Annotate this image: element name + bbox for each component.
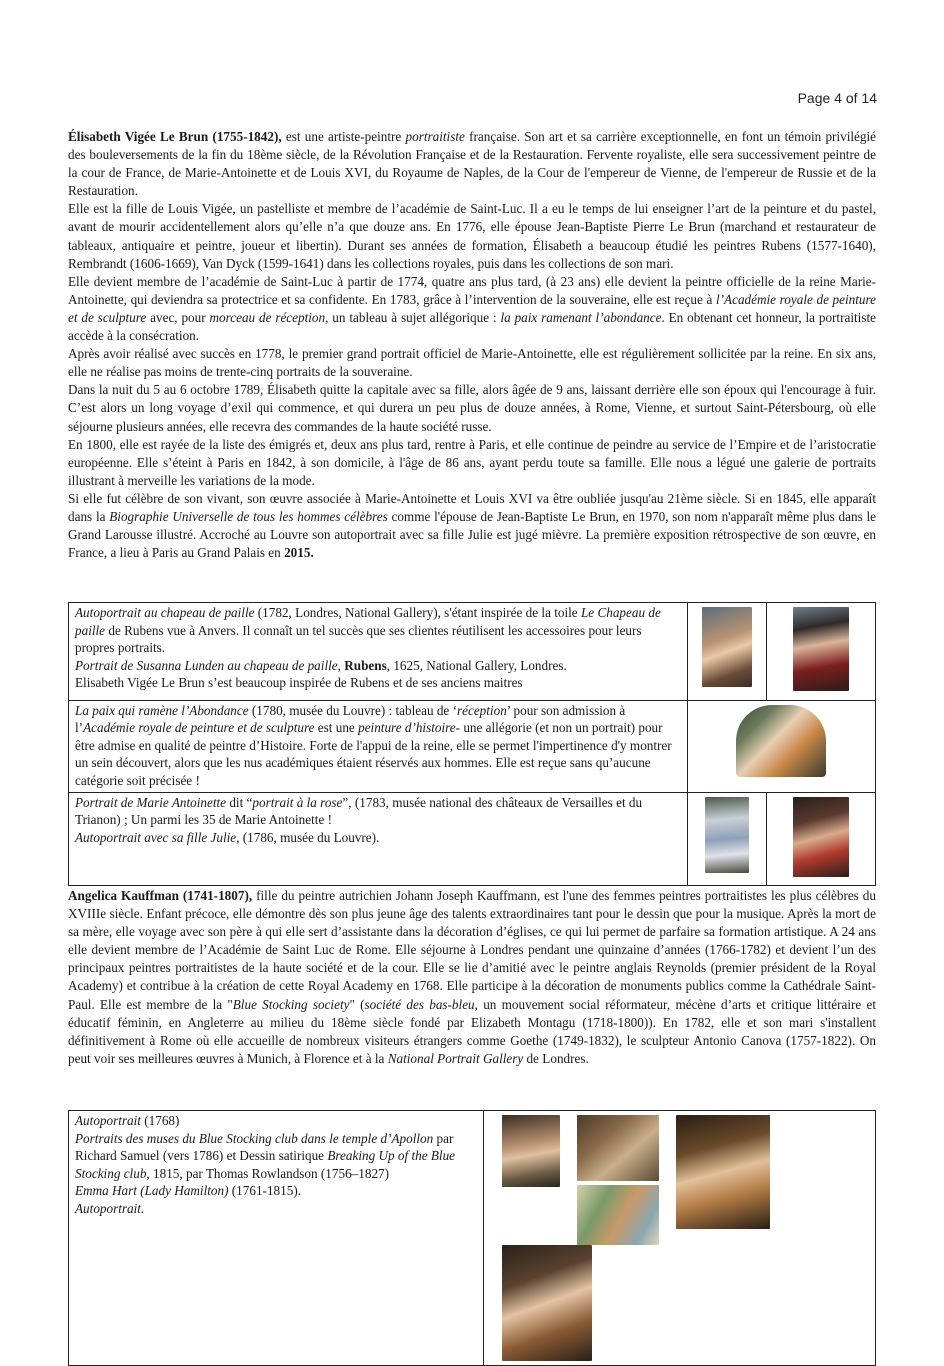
work-description: La paix qui ramène l’Abondance (1780, musée du Louvre) : tableau de ‘réception’ pour son admission à l’Académie royale de peinture et de sculpture est une peinture d’histoire- une allégorie (et non un portrait) pour être admise en qualité de peintre d’Histoire. Forte de l'appui de la reine, elle se permet l'impertinence d'y montrer un sein découvert, alors que les nus académiques étaient réservés aux hommes. Elle est reçue sans qu’aucune catégorie soit précisée ! [69, 700, 688, 792]
emma-hart-image [676, 1115, 770, 1229]
work-description: Portrait de Marie Antoinette dit “portrait à la rose”, (1783, musée national des châteaux de Versailles et du Trianon) ; Un parmi les 35 de Marie Antoinette ! Autoportrait avec sa fille Julie, (1786, musée du Louvre). [69, 792, 688, 886]
self-portrait-with-julie-image [793, 797, 849, 877]
page-number: Page 4 of 14 [797, 90, 877, 106]
work-description: Autoportrait au chapeau de paille (1782, Londres, National Gallery), s'étant inspirée de la toile Le Chapeau de paille de Rubens vue à Anvers. Il connaît un tel succès que ses clientes réutilisent les accessoires pour leurs propres portraits. Portrait de Susanna Lunden au chapeau de paille, Rubens, 1625, National Gallery, Londres. Elisabeth Vigée Le Brun s’est beaucoup inspirée de Rubens et de ses anciens maitres [69, 603, 688, 701]
artist-name: Élisabeth Vigée Le Brun (1755-1842), [68, 129, 282, 144]
straw-hat-self-portrait-image [702, 607, 752, 687]
breaking-up-blue-stocking-image [577, 1185, 659, 1245]
painting-thumbnails [483, 1111, 875, 1366]
susanna-lunden-image [793, 607, 849, 691]
paragraph: Dans la nuit du 5 au 6 octobre 1789, Élisabeth quitte la capitale avec sa fille, alors âgée de 9 ans, laissant derrière elle son époux qui l'encourage à fuir. C’est alors un long voyage d’exil qui commence, et qui durera un peu plus de douze années, à Rome, Vienne, et surtout Saint-Pétersbourg, où elle séjourne plusieurs années, elle recevra des commandes de la haute société russe. [68, 382, 876, 434]
kauffman-section [68, 887, 876, 1068]
marie-antoinette-rose-image [705, 797, 749, 873]
work-description: Autoportrait (1768) Portraits des muses du Blue Stocking club dans le temple d’Apollon par Richard Samuel (vers 1786) et Dessin satirique Breaking Up of the Blue Stocking club, 1815, par Thomas Rowlandson (1756–1827) Emma Hart (Lady Hamilton) (1761-1815). Autoportrait. [69, 1111, 484, 1366]
painting-thumbnail [687, 603, 766, 701]
kauffman-self-portrait-image [502, 1115, 560, 1187]
paragraph: Après avoir réalisé avec succès en 1778, le premier grand portrait officiel de Marie-Antoinette, elle est régulièrement sollicitée par la reine. En six ans, elle ne réalise pas moins de trente-cinq portraits de la souveraine. [68, 346, 876, 380]
artist-name: Angelica Kauffman (1741-1807), [68, 888, 253, 903]
paragraph: Élisabeth Vigée Le Brun (1755-1842), est une artiste-peintre portraitiste française. Son art et sa carrière exceptionnelle, en font un témoin privilégié des bouleversements de la fin du 18ème siècle, de la Révolution Française et de la Restauration. Fervente royaliste, elle sera successivement peintre de la cour de France, de Marie-Antoinette et de Louis XVI, du Royaume de Naples, de la Cour de l'empereur de Vienne, de l'empereur de Russie et de la Restauration. [68, 129, 876, 199]
painting-thumbnail [766, 603, 875, 701]
painting-thumbnail [687, 700, 875, 792]
paragraph: En 1800, elle est rayée de la liste des émigrés et, deux ans plus tard, rentre à Paris, et elle continue de peindre au service de l’Empire et de l’aristocratie européenne. Elle s’éteint à Paris en 1842, à son domicile, à l'âge de 86 ans, ayant perdu toute sa famille. Elle nous a légué une galerie de portraits illustrant à merveille les variations de la mode. [68, 436, 876, 488]
painting-thumbnail [687, 792, 766, 886]
peace-bringing-abundance-image [736, 705, 826, 777]
painting-thumbnail [766, 792, 875, 886]
kauffman-autoportrait-image [502, 1245, 592, 1361]
vigee-works-table [68, 602, 876, 886]
paragraph: Elle est la fille de Louis Vigée, un pastelliste et membre de l’académie de Saint-Luc. Il a eu le temps de lui enseigner l’art de la peinture et du pastel, avant de mourir accidentellement alors qu’elle n’a que douze ans. En 1776, elle épouse Jean-Baptiste Pierre Le Brun (marchand et restaurateur de tableaux, antiquaire et peintre, joueur et libertin). Durant ses années de formation, Élisabeth a beaucoup étudié les peintres Rubens (1577-1640), Rembrandt (1606-1669), Van Dyck (1599-1641) dans les collections royales, puis dans les collections de son mari. [68, 201, 876, 271]
paragraph: Angelica Kauffman (1741-1807), fille du peintre autrichien Johann Joseph Kauffmann, est l'une des femmes peintres portraitistes les plus célèbres du XVIIIe siècle. Enfant précoce, elle démontre dès son plus jeune âge des talents extraordinaires tant pour le dessin que pour la musique. Après la mort de sa mère, elle voyage avec son père à qui elle sert d’assistante dans la décoration d’églises, ce qui lui permet de parfaire sa formation artistique. A 24 ans elle devient membre de l’Académie de Saint Luc de Rome. Elle séjourne à Londres pendant une quinzaine d’années (1766-1782) et devient l’un des principaux peintres portraitistes de la haute société et de la cour. Elle se lie d’amitié avec le peintre anglais Reynolds (premier président de la Royal Academy) et contribue à la création de cette Royal Academy en 1768. Elle participe à la décoration de monuments publics comme la Cathédrale Saint-Paul. Elle est membre de la "Blue Stocking society" (société des bas-bleu, un mouvement social réformateur, mécène d’arts et critique littéraire et éducatif féminin, en Angleterre au milieu du 18ème siècle fondé par Elizabeth Montagu (1718-1800)). En 1782, elle et son mari s'installent définitivement à Rome où elle accueille de nombreux visiteurs étrangers comme Goethe (1749-1832), le sculpteur Antonio Canova (1757-1822). On peut voir ses meilleures œuvres à Munich, à Florence et à la National Portrait Gallery de Londres. [68, 888, 877, 1066]
paragraph: Si elle fut célèbre de son vivant, son œuvre associée à Marie-Antoinette et Louis XVI va être oubliée jusqu'au 21ème siècle. Si en 1845, elle apparaît dans la Biographie Universelle de tous les hommes célèbres comme l'épouse de Jean-Baptiste Le Brun, en 1970, son nom n'apparaît même plus dans le Grand Larousse illustré. Accroché au Louvre son autoportrait avec sa fille Julie est jugé mièvre. La première exposition rétrospective de son œuvre, en France, a lieu à Paris au Grand Palais en 2015. [68, 490, 876, 561]
muses-temple-apollo-image [577, 1115, 659, 1181]
blue-stocking-images [577, 1115, 659, 1245]
vigee-le-brun-section [68, 128, 876, 562]
paragraph: Elle devient membre de l’académie de Saint-Luc à partir de 1774, quatre ans plus tard, (à 23 ans) elle devient la peintre officielle de la reine Marie-Antoinette, qui deviendra sa protectrice et sa confidente. En 1783, grâce à l’intervention de la souveraine, elle est reçue à l’Académie royale de peinture et de sculpture avec, pour morceau de réception, un tableau à sujet allégorique : la paix ramenant l’abondance. En obtenant cet honneur, la portraitiste accède à la consécration. [68, 273, 876, 344]
kauffman-works-table [68, 1110, 876, 1366]
